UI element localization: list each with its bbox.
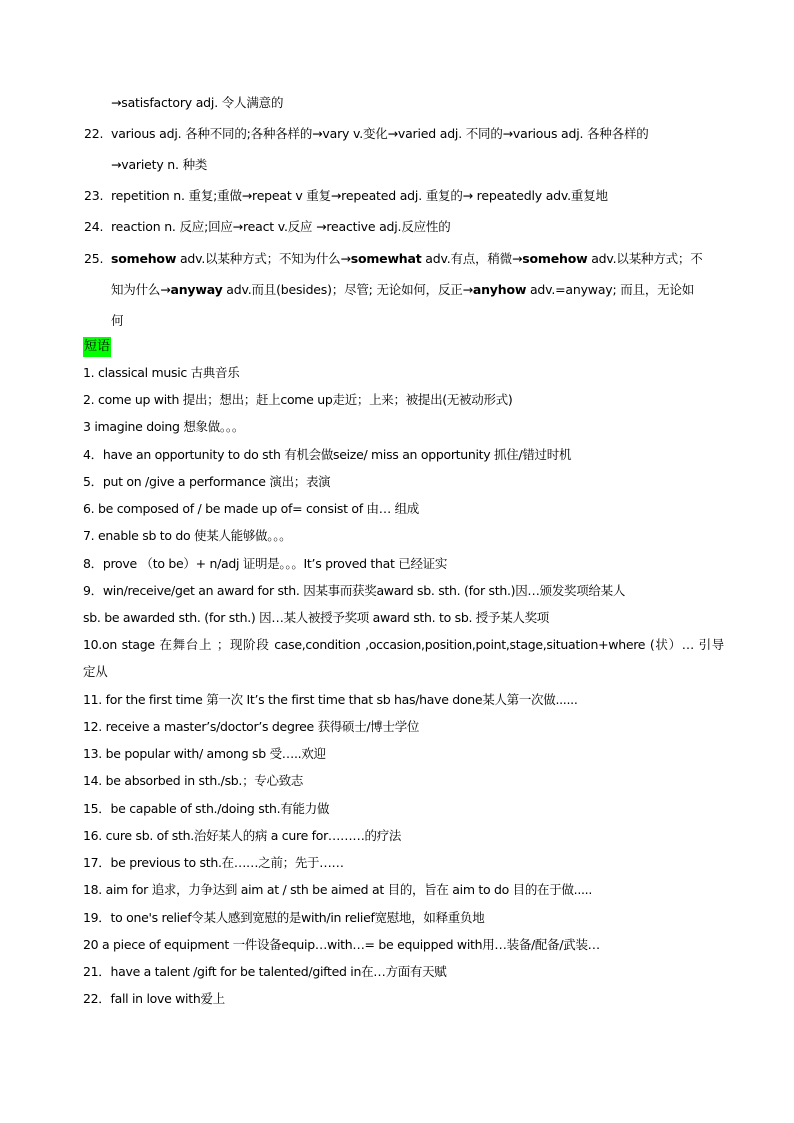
item-number: 23. [84, 188, 104, 203]
vocab-fragment: adv.=anyway; 而且，无论如 [526, 282, 695, 297]
vocab-text [111, 281, 694, 299]
item-number: 25. [84, 251, 104, 266]
phrase-line: 17．be previous to sth.在……之前；先于…… [83, 855, 344, 870]
phrase-line: 13. be popular with/ among sb 受…..欢迎 [83, 746, 326, 761]
phrase-line: 20 a piece of equipment 一件设备equip…with…= be equipped with用…装备/配备/武装… [83, 937, 600, 952]
item-number: 22. [84, 126, 104, 141]
phrase-line: 14. be absorbed in sth./sb.；专心致志 [83, 773, 304, 788]
vocab-fragment: adv.有点，稍微→ [421, 251, 523, 266]
phrase-line: 11. for the first time 第一次 It’s the first time that sb has/have done某人第一次做...... [83, 692, 578, 707]
phrase-line: 6. be composed of / be made up of= consist of 由… 组成 [83, 501, 419, 516]
vocab-fragment: 知为什么→ [111, 282, 171, 297]
phrase-line: 21．have a talent /gift for be talented/gifted in在…方面有天赋 [83, 964, 447, 979]
phrase-line: 8．prove （to be）+ n/adj 证明是。。。It’s proved that 已经证实 [83, 556, 448, 571]
vocab-text [111, 250, 703, 268]
vocab-text: 何 [111, 313, 124, 328]
phrase-line: sb. be awarded sth. (for sth.) 因…某人被授予奖项 award sth. to sb. 授予某人奖项 [83, 610, 550, 625]
phrase-line: 16. cure sb. of sth.治好某人的病 a cure for………的疗法 [83, 828, 402, 843]
phrase-line: 2. come up with 提出；想出；赶上come up走近；上来；被提出(无被动形式) [83, 392, 513, 407]
vocab-text: →variety n. 种类 [111, 157, 208, 172]
vocab-text: various adj. 各种不同的;各种各样的→vary v.变化→varied adj. 不同的→various adj. 各种各样的 [111, 126, 649, 141]
vocab-fragment: adv.以某种方式；不 [587, 251, 703, 266]
phrase-line: 4．have an opportunity to do sth 有机会做seize/ miss an opportunity 抓住/错过时机 [83, 447, 572, 462]
vocab-fragment: adv.以某种方式；不知为什么→ [176, 251, 351, 266]
bold-word: anyhow [472, 282, 527, 297]
phrase-line: 9．win/receive/get an award for sth. 因某事而获奖award sb. sth. (for sth.)因…颁发奖项给某人 [83, 583, 626, 598]
phrase-line: 10.on stage 在舞台上 ；现阶段 case,condition ,occasion,position,point,stage,situation+where (状）… 引导 [83, 637, 724, 652]
phrase-line: 5．put on /give a performance 演出；表演 [83, 474, 331, 489]
phrase-line: 1. classical music 古典音乐 [83, 365, 240, 380]
phrase-line: 7. enable sb to do 使某人能够做。。。 [83, 528, 292, 543]
item-number: 24. [84, 219, 104, 234]
phrase-line: 15．be capable of sth./doing sth.有能力做 [83, 801, 330, 816]
bold-word: anyway [170, 282, 223, 297]
vocab-text: →satisfactory adj. 令人满意的 [111, 95, 284, 110]
bold-word: somehow [522, 251, 588, 266]
phrase-line: 定从 [83, 664, 108, 679]
phrase-line: 3 imagine doing 想象做。。。 [83, 419, 245, 434]
phrase-line: 18. aim for 追求，力争达到 aim at / sth be aimed at 目的，旨在 aim to do 目的在于做..... [83, 882, 593, 897]
phrase-line: 19．to one's relief令某人感到宽慰的是with/in relief宽慰地，如释重负地 [83, 910, 485, 925]
vocab-fragment: adv.而且(besides)；尽管; 无论如何，反正→ [222, 282, 473, 297]
bold-word: somehow [111, 251, 177, 266]
phrase-line: 12. receive a master’s/doctor’s degree 获得硕士/博士学位 [83, 719, 420, 734]
vocab-text: repetition n. 重复;重做→repeat v 重复→repeated adj. 重复的→ repeatedly adv.重复地 [111, 188, 608, 203]
phrase-line: 22．fall in love with爱上 [83, 991, 225, 1006]
vocab-text: reaction n. 反应;回应→react v.反应 →reactive adj.反应性的 [111, 219, 451, 234]
bold-word: somewhat [350, 251, 422, 266]
section-label-phrases: 短语 [83, 337, 111, 357]
